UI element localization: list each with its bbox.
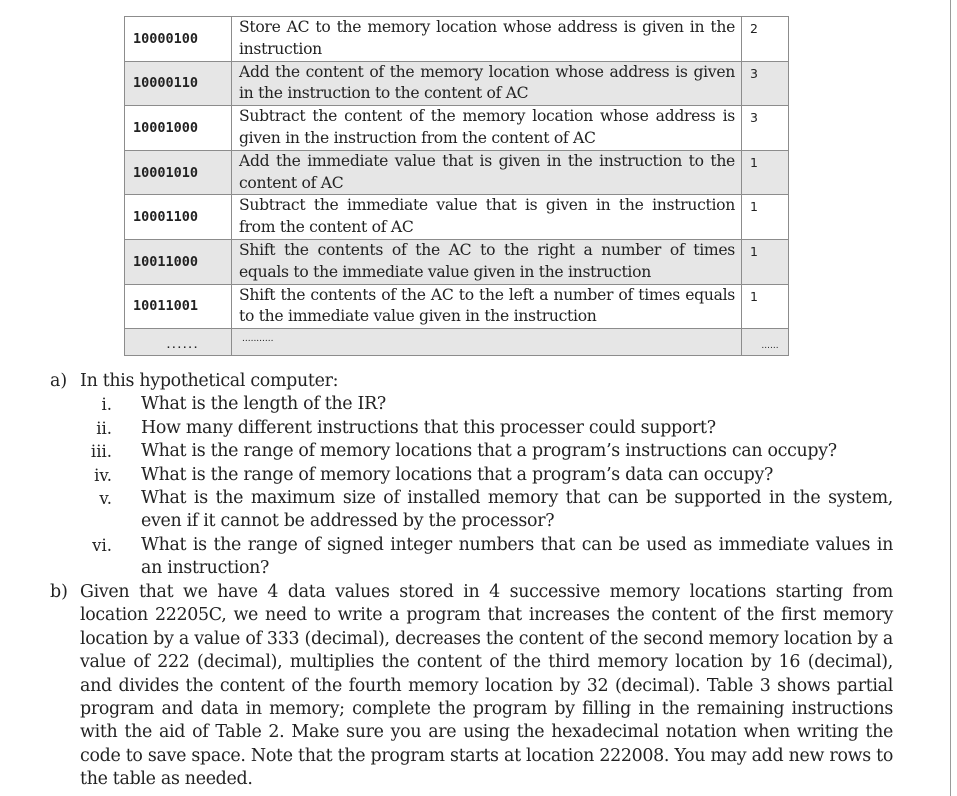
- opcode-cell: ......: [125, 329, 232, 356]
- description-cell: Shift the contents of the AC to the right a number of times equals to the immediate value given in the instruction: [232, 239, 742, 284]
- question-number: iii.: [90, 442, 112, 461]
- part-b-label: b): [50, 582, 68, 602]
- cycles-cell: 1: [742, 150, 789, 195]
- part-a-label: a): [50, 371, 68, 391]
- question-text: What is the length of the IR?: [141, 394, 386, 414]
- cycles-cell: 2: [742, 17, 789, 62]
- table-row: [125, 61, 789, 106]
- description-cell: Add the immediate value that is given in the instruction to the content of AC: [232, 150, 742, 195]
- cycles-cell: ......: [742, 329, 789, 356]
- question-text: What is the range of signed integer numbers that can be used as immediate values in an instruction?: [141, 535, 893, 579]
- page-edge-line: [950, 0, 951, 796]
- opcode-cell: 10001010: [125, 150, 232, 195]
- cycles-cell: 1: [742, 195, 789, 240]
- question-text: What is the maximum size of installed memory that can be supported in the system, even if it cannot be addressed by the processor?: [141, 488, 893, 532]
- opcode-cell: 10011001: [125, 284, 232, 329]
- question-text: How many different instructions that this processer could support?: [141, 418, 716, 438]
- part-b-text: Given that we have 4 data values stored in 4 successive memory locations starting from location 22205C, we need to write a program that increases the content of the first memory location by a value of 333 (decimal), decreases the content of the second memory location by a value of 222 (decimal), multiplies the content of the third memory location by 16 (decimal), and divides the content of the fourth memory location by 32 (decimal). Table 3 shows partial program and data in memory; complete the program by filling in the remaining instructions with the aid of Table 2. Make sure you are using the hexadecimal notation when writing the code to save space. Note that the program starts at location 222008. You may add new rows to the table as needed.: [80, 582, 893, 790]
- cycles-cell: 1: [742, 284, 789, 329]
- description-cell: Store AC to the memory location whose address is given in the instruction: [232, 17, 742, 62]
- question-number: i.: [101, 395, 112, 414]
- instruction-table: [124, 16, 789, 356]
- part-a-intro: In this hypothetical computer:: [80, 371, 339, 391]
- table-row: [125, 284, 789, 329]
- description-cell: Add the content of the memory location whose address is given in the instruction to the content of AC: [232, 61, 742, 106]
- cycles-cell: 1: [742, 239, 789, 284]
- question-text: What is the range of memory locations that a program’s instructions can occupy?: [141, 441, 837, 461]
- opcode-cell: 10001100: [125, 195, 232, 240]
- question-number: v.: [99, 489, 112, 508]
- opcode-cell: 10011000: [125, 239, 232, 284]
- question-number: vi.: [92, 536, 112, 555]
- table-row-ellipsis: [125, 329, 789, 356]
- table-row: [125, 195, 789, 240]
- description-cell: Shift the contents of the AC to the left a number of times equals to the immediate value given in the instruction: [232, 284, 742, 329]
- cycles-cell: 3: [742, 61, 789, 106]
- table-row: [125, 17, 789, 62]
- description-cell: Subtract the immediate value that is given in the instruction from the content of AC: [232, 195, 742, 240]
- description-cell: ...........: [232, 329, 742, 356]
- opcode-cell: 10000110: [125, 61, 232, 106]
- table-row: [125, 150, 789, 195]
- description-cell: Subtract the content of the memory location whose address is given in the instruction from the content of AC: [232, 106, 742, 151]
- table-row: [125, 106, 789, 151]
- opcode-cell: 10001000: [125, 106, 232, 151]
- opcode-cell: 10000100: [125, 17, 232, 62]
- cycles-cell: 3: [742, 106, 789, 151]
- question-number: iv.: [94, 466, 112, 485]
- table-row: [125, 239, 789, 284]
- question-number: ii.: [96, 419, 112, 438]
- question-text: What is the range of memory locations that a program’s data can occupy?: [141, 465, 773, 485]
